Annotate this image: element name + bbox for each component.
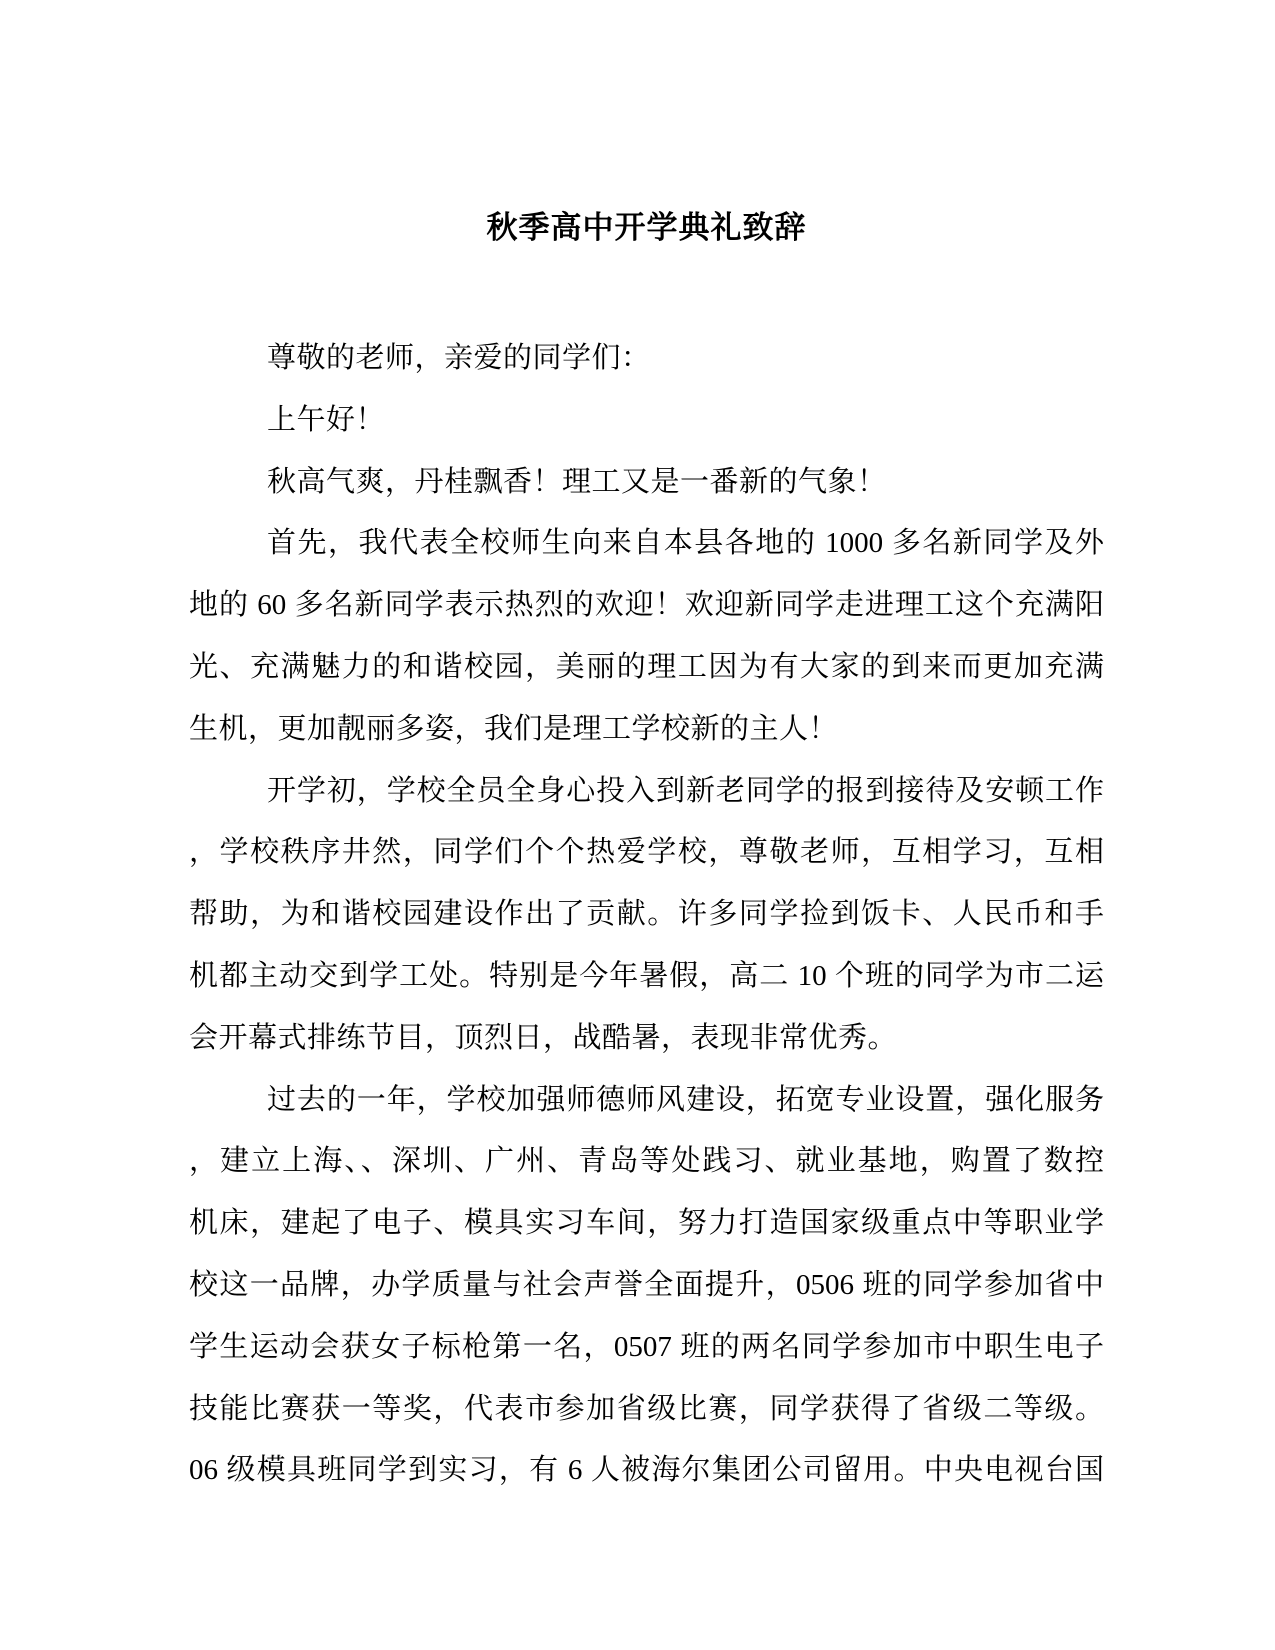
text-line: 06 级模具班同学到实习，有 6 人被海尔集团公司留用。中央电视台国 <box>189 1454 1104 1487</box>
text-line: 技能比赛获一等奖，代表市参加省级比赛，同学获得了省级二等级。 <box>189 1392 1104 1425</box>
text-line: ，建立上海、、深圳、广州、青岛等处践习、就业基地，购置了数控 <box>189 1145 1104 1178</box>
text-line: 过去的一年，学校加强师德师风建设，拓宽专业设置，强化服务 <box>267 1083 1104 1116</box>
text-line: 机都主动交到学工处。特别是今年暑假，高二 10 个班的同学为市二运 <box>189 959 1104 992</box>
text-line: 秋高气爽，丹桂飘香！理工又是一番新的气象！ <box>267 465 887 498</box>
text-line: 机床，建起了电子、模具实习车间，努力打造国家级重点中等职业学 <box>189 1207 1104 1240</box>
text-line: 首先，我代表全校师生向来自本县各地的 1000 多名新同学及外 <box>267 527 1104 560</box>
text-line: ，学校秩序井然，同学们个个热爱学校，尊敬老师，互相学习，互相 <box>189 836 1104 869</box>
document-title: 秋季高中开学典礼致辞 <box>486 210 807 245</box>
text-line: 尊敬的老师，亲爱的同学们： <box>267 342 651 374</box>
text-line: 上午好！ <box>267 403 386 436</box>
document-body <box>189 328 1104 1502</box>
text-line: 光、充满魅力的和谐校园，美丽的理工因为有大家的到来而更加充满 <box>189 650 1104 683</box>
text-line: 学生运动会获女子标枪第一名，0507 班的两名同学参加市中职生电子 <box>189 1330 1104 1363</box>
text-line: 开学初，学校全员全身心投入到新老同学的报到接待及安顿工作 <box>267 774 1104 807</box>
text-line: 校这一品牌，办学质量与社会声誉全面提升，0506 班的同学参加省中 <box>189 1268 1104 1301</box>
text-line: 生机，更加靓丽多姿，我们是理工学校新的主人！ <box>189 712 839 745</box>
text-line: 会开幕式排练节目，顶烈日，战酷暑，表现非常优秀。 <box>189 1021 898 1054</box>
text-line: 帮助，为和谐校园建设作出了贡献。许多同学捡到饭卡、人民币和手 <box>189 898 1104 931</box>
text-line: 地的 60 多名新同学表示热烈的欢迎！欢迎新同学走进理工这个充满阳 <box>189 589 1104 622</box>
